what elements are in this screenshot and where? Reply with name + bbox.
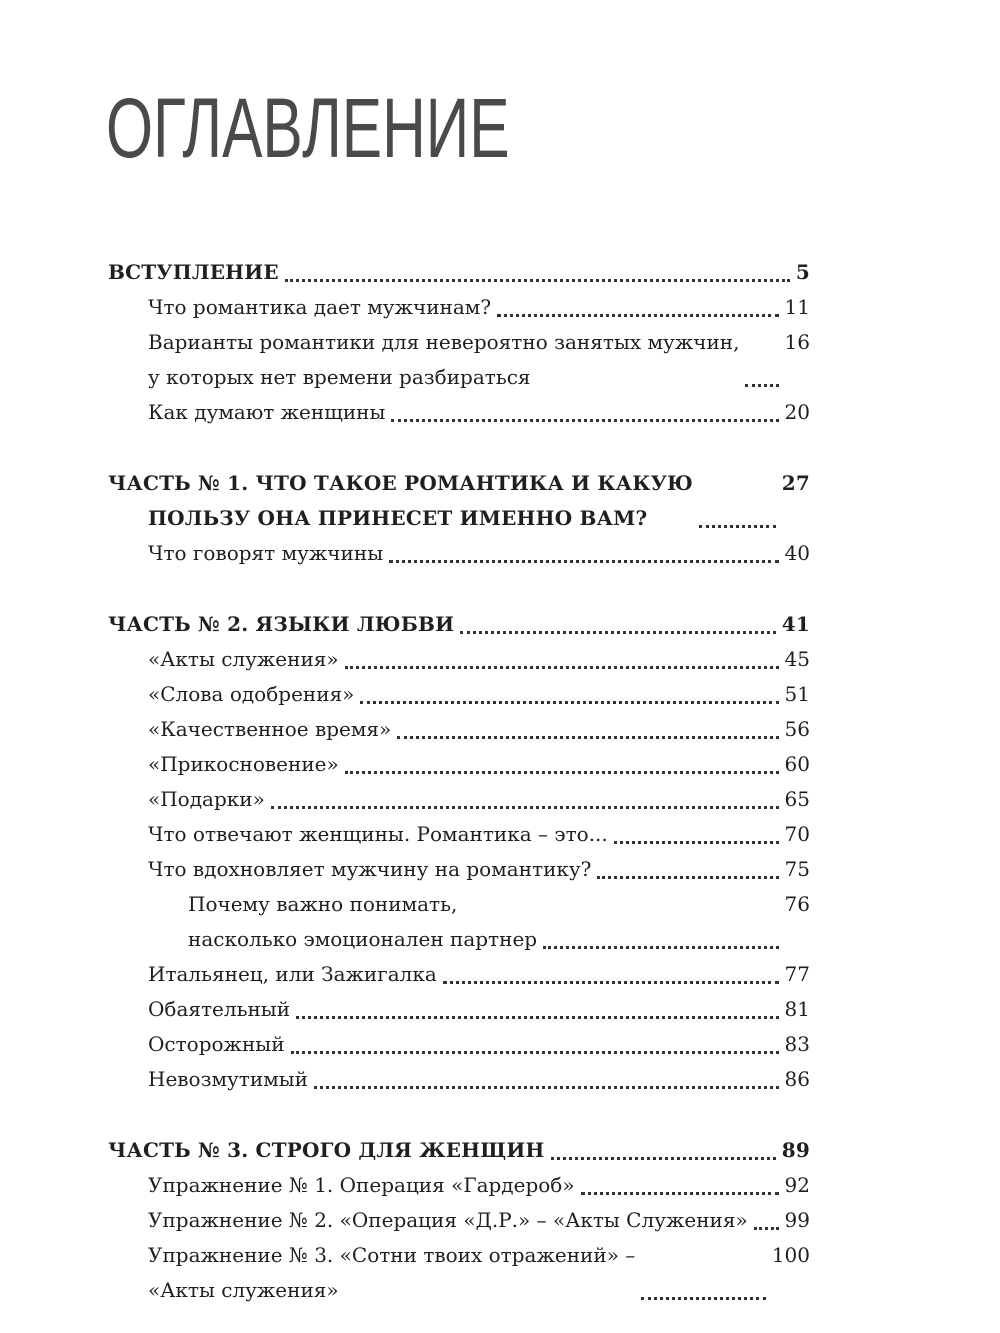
toc-entry-page: 51 bbox=[784, 682, 810, 706]
toc-entry-title: «Прикосновение» bbox=[148, 752, 339, 776]
toc-entry-title: Что говорят мужчины bbox=[148, 541, 384, 565]
toc-entry-page: 20 bbox=[784, 400, 810, 424]
toc-entry-title: ПОЛЬЗУ ОНА ПРИНЕСЕТ ИМЕННО ВАМ? bbox=[148, 506, 648, 530]
toc-entry-title: «Подарки» bbox=[148, 787, 265, 811]
toc-entry[interactable] bbox=[108, 395, 810, 430]
toc-entry-title: Как думают женщины bbox=[148, 400, 386, 424]
toc-entry[interactable] bbox=[108, 642, 810, 677]
toc-entry-page: 89 bbox=[781, 1138, 810, 1162]
toc-entry-title: ЧАСТЬ № 3. СТРОГО ДЛЯ ЖЕНЩИН bbox=[108, 1138, 545, 1162]
dot-leader bbox=[754, 1226, 779, 1230]
toc-entry[interactable] bbox=[108, 325, 810, 395]
toc-entry-title: «Акты служения» bbox=[148, 1278, 339, 1302]
toc-entry[interactable] bbox=[108, 782, 810, 817]
toc-entry[interactable] bbox=[108, 747, 810, 782]
dot-leader bbox=[597, 875, 778, 879]
toc-entry-title: Упражнение № 1. Операция «Гардероб» bbox=[148, 1173, 575, 1197]
dot-leader bbox=[345, 665, 779, 669]
dot-leader bbox=[345, 770, 779, 774]
toc-entry-title: «Слова одобрения» bbox=[148, 682, 355, 706]
toc-entry[interactable] bbox=[108, 536, 810, 571]
toc-entry-page: 70 bbox=[784, 822, 810, 846]
dot-leader bbox=[614, 840, 779, 844]
toc-entry-page: 92 bbox=[784, 1173, 810, 1197]
toc-entry[interactable] bbox=[108, 1168, 810, 1203]
toc-entry-title: «Качественное время» bbox=[148, 717, 392, 741]
toc-entry-title: ВСТУПЛЕНИЕ bbox=[108, 260, 279, 284]
toc-entry-title: Итальянец, или Зажигалка bbox=[148, 962, 437, 986]
toc-entry-title: Что романтика дает мужчинам? bbox=[148, 295, 492, 319]
toc-entry-page: 5 bbox=[795, 260, 810, 284]
toc-entry-page: 83 bbox=[784, 1032, 810, 1056]
toc-entry[interactable] bbox=[108, 957, 810, 992]
toc-entry-title: Невозмутимый bbox=[148, 1067, 309, 1091]
toc-entry-page: 100 bbox=[771, 1243, 810, 1267]
toc-entry-page: 75 bbox=[784, 857, 810, 881]
toc-entry-page: 76 bbox=[784, 892, 810, 916]
toc-entry-page: 81 bbox=[784, 997, 810, 1021]
dot-leader bbox=[291, 1050, 779, 1054]
dot-leader bbox=[271, 805, 779, 809]
toc-entry[interactable] bbox=[108, 992, 810, 1027]
toc-entry-title: Что отвечают женщины. Романтика – это... bbox=[148, 822, 608, 846]
dot-leader bbox=[460, 630, 776, 634]
toc-entry[interactable] bbox=[108, 1133, 810, 1168]
toc-entry-page: 27 bbox=[781, 471, 810, 495]
toc-entry-title-line1: ЧАСТЬ № 1. ЧТО ТАКОЕ РОМАНТИКА И КАКУЮ bbox=[108, 471, 694, 495]
toc-entry[interactable] bbox=[108, 677, 810, 712]
dot-leader bbox=[543, 945, 778, 949]
toc-entry-title-line1: Почему важно понимать, bbox=[188, 892, 458, 916]
toc-entry-title: насколько эмоционален партнер bbox=[188, 927, 538, 951]
dot-leader bbox=[391, 418, 778, 422]
toc-entry-page: 77 bbox=[784, 962, 810, 986]
toc-entry-title-line1: Упражнение № 3. «Сотни твоих отражений» – bbox=[148, 1243, 636, 1267]
toc-entry[interactable] bbox=[108, 887, 810, 957]
toc-entry-page: 40 bbox=[784, 541, 810, 565]
dot-leader bbox=[745, 383, 778, 387]
toc-entry-title-line1: Варианты романтики для невероятно занятых мужчин, bbox=[148, 330, 740, 354]
toc-entry[interactable] bbox=[108, 1203, 810, 1238]
toc-entry-page: 41 bbox=[781, 612, 810, 636]
toc-entry[interactable] bbox=[108, 852, 810, 887]
toc-entry-title: «Акты служения» bbox=[148, 647, 339, 671]
toc-entry-page: 99 bbox=[784, 1208, 810, 1232]
toc-entry[interactable] bbox=[108, 607, 810, 642]
toc-entry[interactable] bbox=[108, 712, 810, 747]
toc-entry-title: Что вдохновляет мужчину на романтику? bbox=[148, 857, 592, 881]
dot-leader bbox=[389, 559, 778, 563]
toc-entry-page: 45 bbox=[784, 647, 810, 671]
toc-entry[interactable] bbox=[108, 466, 810, 536]
dot-leader bbox=[443, 980, 779, 984]
page-title: ОГЛАВЛЕНИЕ bbox=[106, 81, 510, 175]
dot-leader bbox=[581, 1191, 779, 1195]
toc-entry[interactable] bbox=[108, 1027, 810, 1062]
toc-entry-title: у которых нет времени разбираться bbox=[148, 365, 531, 389]
toc-entry[interactable] bbox=[108, 1238, 810, 1308]
dot-leader bbox=[641, 1296, 766, 1300]
dot-leader bbox=[699, 524, 776, 528]
toc-entry-page: 56 bbox=[784, 717, 810, 741]
dot-leader bbox=[296, 1015, 778, 1019]
toc-entry-page: 16 bbox=[784, 330, 810, 354]
toc-entry-page: 86 bbox=[784, 1067, 810, 1091]
toc-entry[interactable] bbox=[108, 1062, 810, 1097]
toc-entry-title: Обаятельный bbox=[148, 997, 291, 1021]
dot-leader bbox=[397, 735, 778, 739]
toc-entry[interactable] bbox=[108, 817, 810, 852]
table-of-contents bbox=[108, 255, 810, 1308]
toc-entry-page: 60 bbox=[784, 752, 810, 776]
toc-entry[interactable] bbox=[108, 290, 810, 325]
toc-entry[interactable] bbox=[108, 255, 810, 290]
dot-leader bbox=[314, 1085, 779, 1089]
toc-entry-page: 65 bbox=[784, 787, 810, 811]
toc-entry-title: Осторожный bbox=[148, 1032, 285, 1056]
dot-leader bbox=[551, 1156, 776, 1160]
dot-leader bbox=[360, 700, 778, 704]
toc-entry-title: Упражнение № 2. «Операция «Д.Р.» – «Акты Служения» bbox=[148, 1208, 748, 1232]
toc-entry-title: ЧАСТЬ № 2. ЯЗЫКИ ЛЮБВИ bbox=[108, 612, 455, 636]
dot-leader bbox=[285, 278, 790, 282]
toc-entry-page: 11 bbox=[784, 295, 810, 319]
dot-leader bbox=[497, 313, 778, 317]
